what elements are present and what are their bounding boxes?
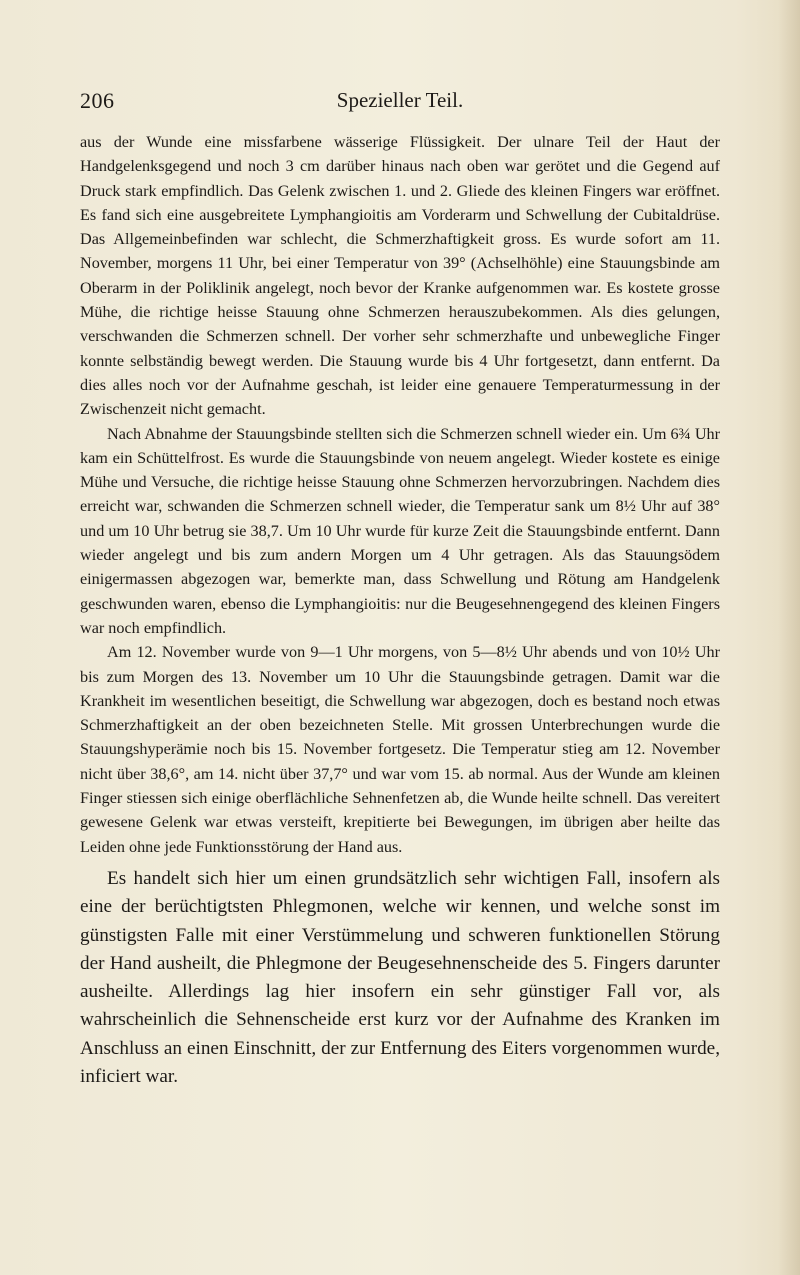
commentary-section <box>80 865 720 1091</box>
page-edge-shadow <box>778 0 800 1275</box>
paragraph-3: Am 12. November wurde von 9—1 Uhr morgens, von 5—8½ Uhr abends und von 10½ Uhr bis zum Morgen des 13. November um 10 Uhr die Stauungsbinde getragen. Damit war die Krankheit im wesentlichen beseitigt, die Schwellung war abgezogen, doch es bestand noch etwas Schmerzhaftigkeit an der oben bezeichneten Stelle. Mit grossen Unterbrechungen wurde die Stauungshyperämie noch bis 15. November fortgesetz. Die Temperatur stieg am 12. November nicht über 38,6°, am 14. nicht über 37,7° und war vom 15. ab normal. Aus der Wunde am kleinen Finger stiessen sich einige oberflächliche Sehnenfetzen ab, die Wunde heilte schnell. Das vereitert gewesene Gelenk war etwas versteift, krepitierte bei Bewegungen, im übrigen aber heilte das Leiden ohne jede Funktionsstörung der Hand aus. <box>80 643 720 856</box>
page-header <box>80 88 720 118</box>
paragraph-4: Es handelt sich hier um einen grundsätzlich sehr wichtigen Fall, insofern als eine der berüchtigtsten Phlegmonen, welche wir kennen, und welche sonst im günstigsten Falle mit einer Verstümmelung und schweren funktionellen Störung der Hand ausheilt, die Phlegmone der Beugesehnenscheide des 5. Fingers darunter ausheilte. Allerdings lag hier insofern ein sehr günstiger Fall vor, als wahrscheinlich die Sehnenscheide erst kurz vor der Aufnahme des Kranken im Anschluss an einen Einschnitt, der zur Entfernung des Eiters vorgenommen wurde, inficiert war. <box>80 867 720 1087</box>
case-report-section <box>80 130 720 859</box>
paragraph-2: Nach Abnahme der Stauungsbinde stellten sich die Schmerzen schnell wieder ein. Um 6¾ Uhr kam ein Schüttelfrost. Es wurde die Stauungsbinde von neuem angelegt. Wieder kostete es einige Mühe und Versuche, die richtige heisse Stauung ohne Schmerzen hervorzubringen. Nachdem dies erreicht war, schwanden die Schmerzen schnell wieder, die Temperatur sank um 8½ Uhr auf 38° und um 10 Uhr betrug sie 38,7. Um 10 Uhr wurde für kurze Zeit die Stauungsbinde entfernt. Dann wieder angelegt und bis zum andern Morgen um 4 Uhr getragen. Als das Stauungsödem einigermassen abgezogen war, bemerkte man, dass Schwellung und Rötung am Handgelenk geschwunden waren, ebenso die Lymphangioitis: nur die Beugesehnengegend des kleinen Fingers war noch empfindlich. <box>80 424 720 637</box>
page-number: 206 <box>80 88 115 113</box>
running-head: Spezieller Teil. <box>336 88 464 112</box>
page-body <box>80 130 720 1091</box>
paragraph-1: aus der Wunde eine missfarbene wässerige Flüssigkeit. Der ulnare Teil der Haut der Handgelenksgegend und noch 3 cm darüber hinaus nach oben war gerötet und die Gegend auf Druck stark empfindlich. Das Gelenk zwischen 1. und 2. Gliede des kleinen Fingers war eröffnet. Es fand sich eine ausgebreitete Lymphangioitis am Vorderarm und Schwellung der Cubitaldrüse. Das Allgemeinbefinden war schlecht, die Schmerzhaftigkeit gross. Es wurde sofort am 11. November, morgens 11 Uhr, bei einer Temperatur von 39° (Achselhöhle) eine Stauungsbinde am Oberarm in der Poliklinik angelegt, noch bevor der Kranke aufgenommen war. Es kostete grosse Mühe, die richtige heisse Stauung ohne Schmerzen herauszubekommen. Als dies gelungen, verschwanden die Schmerzen schnell. Der vorher sehr schmerzhafte und unbewegliche Finger konnte selbständig bewegt werden. Die Stauung wurde bis 4 Uhr fortgesetzt, dann entfernt. Da dies alles noch vor der Aufnahme geschah, ist leider eine genauere Temperaturmessung in der Zwischenzeit nicht gemacht. <box>80 133 720 419</box>
